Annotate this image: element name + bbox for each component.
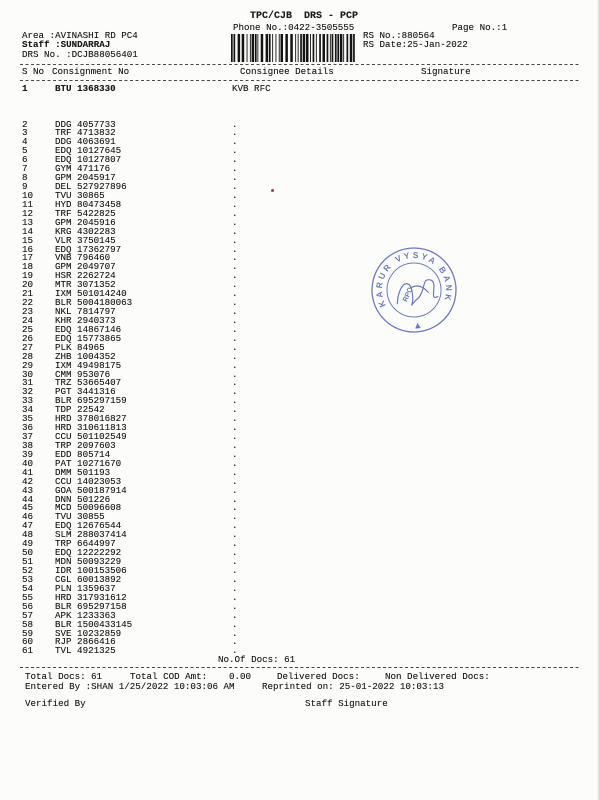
row-consignee-details: . [232,457,238,469]
row-consignee-details: . [232,448,238,460]
row-consignee-details: . [232,466,238,478]
barcode-bar [310,34,311,62]
document-title: TPC/CJB DRS - PCP [250,11,359,22]
reprinted-on [262,682,444,692]
row-consignment-number: MCD 50096608 [55,502,122,514]
divider-line [20,667,581,668]
row-consignment-number: PLK 84965 [55,341,105,353]
row-serial-number: 61 [22,645,34,657]
barcode-bar [347,34,349,62]
row-serial-number: 39 [22,448,34,460]
rs-date-value: 25-Jan-2022 [407,39,468,50]
row-serial-number: 2 [22,118,28,130]
row-consignment-number: EDQ 10127645 [55,145,122,157]
row-consignment-number: PAT 10271670 [55,457,122,469]
row-consignment-number: EDQ 12222292 [55,547,122,559]
phone-number [233,23,354,33]
row-consignee-details: . [232,591,238,603]
barcode-bar [350,34,353,62]
row-serial-number: 10 [22,189,34,201]
barcode-bar [313,34,315,62]
row-serial-number: 15 [22,234,34,246]
barcode-bar [340,34,343,62]
row-serial-number: 45 [22,502,34,514]
barcode-bar [343,34,344,62]
page-value: 1 [501,22,508,33]
barcode-bar [337,34,339,62]
row-serial-number: 22 [22,297,34,309]
barcode-bar [290,34,293,62]
row-serial-number: 7 [22,163,28,175]
total-docs-label: Total Docs: [25,671,86,682]
row-consignment-number: GPM 2045916 [55,216,116,228]
row-serial-number: 42 [22,475,34,487]
row-consignment-number: TRF 5422825 [55,207,116,219]
row-consignee-details: . [232,556,238,568]
row-serial-number: 23 [22,306,34,318]
row-consignee-details: . [232,368,238,380]
barcode-bar [285,34,288,62]
row-consignee-details: . [232,225,238,237]
barcode-bar [257,34,258,62]
row-consignment-number: EDQ 17362797 [55,243,122,255]
row-serial-number: 31 [22,377,34,389]
no-of-docs-value: 61 [284,654,296,665]
row-consignee-details: . [232,288,238,300]
stamp-inner-text: RPC [402,286,415,304]
row-serial-number: 4 [22,136,28,148]
entered-by [25,682,235,692]
row-consignee-details: . [232,538,238,550]
row-consignment-number: DNN 501226 [55,493,111,505]
row-serial-number: 59 [22,627,34,639]
barcode-bar [306,34,309,62]
row-consignee-details: . [232,297,238,309]
row-consignee-details: . [232,314,238,326]
row-serial-number: 24 [22,314,34,326]
row-consignee-details: . [232,627,238,639]
row-serial-number: 60 [22,636,34,648]
barcode-bar [323,34,326,62]
barcode-bar [231,34,233,62]
row-consignee-details: . [232,475,238,487]
row-consignee-details: . [232,547,238,559]
drs-value: DCJB88056401 [71,49,138,60]
row-serial-number: 50 [22,547,34,559]
row-serial-number: 13 [22,216,34,228]
row-consignment-number: KRG 4302283 [55,225,116,237]
row-consignee-details: . [232,511,238,523]
rs-date-label: RS Date: [363,39,408,50]
stamp-ring-textpath: KARUR VYSYA BANK [373,249,455,309]
row-serial-number: 54 [22,582,34,594]
page-label: Page No.: [452,22,502,33]
row-consignee-details: . [232,234,238,246]
row-consignee-details: . [232,520,238,532]
reprinted-label: Reprinted on: [262,681,334,692]
stamp-star-icon [416,324,420,328]
row-consignment-number: PLN 1359637 [55,582,116,594]
column-header-signature: Signature [421,66,471,77]
staff-value: SUNDARRAJ [60,39,111,50]
row-serial-number: 17 [22,252,34,264]
row-consignee-details: . [232,145,238,157]
row-consignment-number: CCU 14023053 [55,475,122,487]
row-consignee-details: . [232,493,238,505]
row-consignment-number: CCU 501102549 [55,431,127,443]
row-serial-number: 47 [22,520,34,532]
barcode-bar [269,34,271,62]
row-serial-number: 14 [22,225,34,237]
row-consignment-number: DDG 4063691 [55,136,116,148]
row-serial-number: 55 [22,591,34,603]
row-serial-number: 48 [22,529,34,541]
row-consignee-details: . [232,582,238,594]
row-consignment-number: TVL 4921325 [55,645,116,657]
row-consignee-details: KVB RFC [232,83,271,94]
area-value: AVINASHI RD PC4 [55,30,138,41]
row-consignment-number: TRF 4713832 [55,127,116,139]
barcode-bar [276,34,277,62]
row-consignment-number: DEL 527927896 [55,181,127,192]
row-consignment-number: EDD 805714 [55,448,111,460]
row-serial-number: 6 [22,154,28,166]
row-serial-number: 41 [22,466,34,478]
rs-date-field [363,40,468,50]
row-serial-number: 1 [22,83,28,94]
row-consignee-details: . [232,136,238,148]
row-serial-number: 36 [22,422,34,434]
barcode-bar [266,34,269,62]
barcode-bar [298,34,299,62]
reprinted-value: 25-01-2022 10:03:13 [339,681,444,692]
row-consignee-details: . [232,207,238,219]
barcode-bar [234,34,236,62]
row-consignment-number: SVE 10232859 [55,627,122,639]
row-consignee-details: . [232,350,238,362]
row-serial-number: 11 [22,198,34,210]
row-consignee-details: . [232,404,238,416]
row-consignment-number: TVU 30865 [55,189,105,201]
divider-line [20,80,581,81]
barcode-bar [250,34,251,62]
row-serial-number: 26 [22,332,34,344]
row-consignment-number: TRP 6644997 [55,538,116,550]
row-consignee-details: . [232,431,238,443]
row-consignee-details: . [232,529,238,541]
row-consignee-details: . [232,484,238,496]
row-consignee-details: . [232,243,238,255]
row-serial-number: 18 [22,261,34,273]
row-consignee-details: . [232,127,238,139]
row-serial-number: 12 [22,207,34,219]
row-consignment-number: HRD 378016827 [55,413,127,425]
barcode-bar [261,34,264,62]
row-consignee-details: . [232,118,238,130]
row-consignment-number: IXM 49498175 [55,359,122,371]
row-consignment-number: DDG 4057733 [55,118,116,130]
table-row [0,646,600,656]
entered-by-user: SHAN [91,681,114,692]
row-consignment-number: CMM 953076 [55,368,111,380]
verified-by-label: Verified By [25,698,86,709]
column-header-consignment: Consignment No [52,66,130,77]
row-consignee-details: . [232,332,238,344]
row-consignment-number: EDQ 10127807 [55,154,122,166]
no-of-docs-label: No.Of Docs: [218,654,279,665]
row-consignment-number: TRZ 53665407 [55,377,122,389]
row-consignee-details: . [232,600,238,612]
column-header-consignee: Consignee Details [240,66,334,77]
row-serial-number: 8 [22,172,28,184]
delivered-docs-label: Delivered Docs: [277,671,360,682]
row-consignee-details: . [232,618,238,630]
barcode-bar [247,34,248,62]
row-serial-number: 30 [22,368,34,380]
phone-value: 0422-3505555 [288,22,355,33]
row-consignee-details: . [232,341,238,353]
row-consignment-number: RJP 2866416 [55,636,116,648]
phone-label: Phone No.: [233,22,289,33]
row-serial-number: 28 [22,350,34,362]
row-consignee-details: . [232,609,238,621]
bank-stamp [366,242,462,338]
page-number [452,23,507,33]
rs-no-value: 880564 [401,30,435,41]
row-consignee-details: . [232,252,238,264]
signature-scribble [395,279,438,307]
row-consignment-number: BLR 5004180063 [55,297,133,309]
barcode-bar [272,34,273,62]
barcode-bar [335,34,337,62]
row-serial-number: 35 [22,413,34,425]
row-serial-number: 20 [22,279,34,291]
row-serial-number: 25 [22,323,34,335]
row-consignment-number: EDQ 15773865 [55,332,122,344]
staff-label: Staff : [22,39,61,50]
row-serial-number: 40 [22,457,34,469]
drs-number-field [22,50,138,60]
row-consignee-details: . [232,573,238,585]
divider-line [20,64,581,65]
row-consignment-number: GPM 2045917 [55,172,116,184]
row-serial-number: 51 [22,556,34,568]
row-consignment-number: TDP 22542 [55,404,105,416]
row-consignee-details: . [232,154,238,166]
row-serial-number: 32 [22,386,34,398]
row-consignee-details: . [232,323,238,335]
row-consignee-details: . [232,163,238,175]
barcode-bar [353,34,355,62]
entered-by-time: 1/25/2022 10:03:06 AM [118,681,235,692]
row-consignment-number: EDQ 14867146 [55,323,122,335]
row-consignee-details: . [232,216,238,228]
non-delivered-docs-label: Non Delivered Docs: [385,671,490,682]
row-serial-number: 16 [22,243,34,255]
row-consignment-number: EDQ 12676544 [55,520,122,532]
barcode [231,34,356,62]
barcode-bar [319,34,321,62]
row-consignment-number: DMM 501193 [55,466,111,478]
row-serial-number: 56 [22,600,34,612]
row-consignment-number: TVU 30855 [55,511,105,523]
drs-label: DRS No. : [22,49,72,60]
row-consignment-number: HRD 317931612 [55,591,127,603]
row-consignment-number: BTU 1368330 [55,83,116,94]
row-consignment-number: GPM 2049707 [55,261,116,273]
row-consignment-number: CGL 60013892 [55,573,122,585]
total-docs-value: 61 [91,671,103,682]
barcode-bar [327,34,329,62]
barcode-bar [295,34,296,62]
row-consignee-details: . [232,189,238,201]
row-consignment-number: BLR 695297158 [55,600,127,612]
row-serial-number: 33 [22,395,34,407]
row-consignment-number: IDR 100153506 [55,565,127,576]
row-serial-number: 3 [22,127,28,139]
row-serial-number: 37 [22,431,34,443]
row-serial-number: 27 [22,341,34,353]
row-consignee-details: . [232,565,238,576]
row-consignment-number: HRD 310611813 [55,422,127,434]
row-serial-number: 5 [22,145,28,157]
row-consignee-details: . [232,636,238,648]
row-consignment-number: GYM 471176 [55,163,111,175]
row-consignee-details: . [232,359,238,371]
row-serial-number: 21 [22,288,34,300]
row-consignee-details: . [232,306,238,318]
cod-label: Total COD Amt: [130,671,208,682]
row-consignee-details: . [232,377,238,389]
row-serial-number: 34 [22,404,34,416]
row-serial-number: 52 [22,565,34,576]
row-consignment-number: GOA 500187914 [55,484,127,496]
row-consignment-number: APK 1233363 [55,609,116,621]
row-consignee-details: . [232,395,238,407]
row-consignee-details: . [232,439,238,451]
area-label: Area : [22,30,56,41]
row-serial-number: 58 [22,618,34,630]
staff-signature-label: Staff Signature [305,698,388,709]
row-consignment-number: HSR 2262724 [55,270,116,282]
row-consignment-number: BLR 1500433145 [55,618,133,630]
row-serial-number: 43 [22,484,34,496]
entered-by-label: Entered By : [25,681,92,692]
row-consignee-details: . [232,172,238,184]
row-consignee-details: . [232,181,238,192]
row-consignment-number: SLM 288037414 [55,529,127,541]
row-serial-number: 29 [22,359,34,371]
no-of-docs [218,655,295,665]
row-consignment-number: NKL 7814797 [55,306,116,318]
barcode-bar [242,34,245,62]
barcode-bar [279,34,280,62]
row-consignee-details: . [232,502,238,514]
row-consignment-number: PGT 3441316 [55,386,116,398]
row-consignment-number: VNB 796460 [55,252,111,264]
row-consignee-details: . [232,261,238,273]
row-serial-number: 19 [22,270,34,282]
row-serial-number: 57 [22,609,34,621]
row-consignee-details: . [232,198,238,210]
row-consignee-details: . [232,645,238,657]
row-consignment-number: VLR 3750145 [55,234,116,246]
row-serial-number: 53 [22,573,34,585]
barcode-bar [281,34,284,62]
row-consignee-details: . [232,270,238,282]
row-serial-number: 44 [22,493,34,505]
barcode-bar [303,34,306,62]
row-serial-number: 49 [22,538,34,550]
row-consignee-details: . [232,279,238,291]
barcode-bar [300,34,302,62]
row-consignee-details: . [232,422,238,434]
barcode-bar [252,34,255,62]
barcode-bar [316,34,317,62]
row-consignee-details: . [232,413,238,425]
row-consignee-details: . [232,386,238,398]
column-header-sno: S No [22,66,45,77]
row-consignment-number: HYD 80473458 [55,198,122,210]
row-serial-number: 46 [22,511,34,523]
barcode-bar [332,34,334,62]
barcode-bar [238,34,241,62]
row-consignment-number: IXM 501014240 [55,288,127,300]
row-consignment-number: BLR 695297159 [55,395,127,407]
row-consignment-number: MTR 3071352 [55,279,116,291]
barcode-bar [255,34,257,62]
row-consignment-number: ZHB 1004352 [55,350,116,362]
cod-value: 0.00 [229,671,252,682]
row-consignment-number: TRP 2097603 [55,439,116,451]
table-row [0,84,600,94]
row-serial-number: 38 [22,439,34,451]
row-consignment-number: MDN 50093229 [55,556,122,568]
rs-no-label: RS No.: [363,30,402,41]
barcode-bar [330,34,331,62]
row-serial-number: 9 [22,181,28,192]
row-consignment-number: KHR 2940373 [55,314,116,326]
stray-ink-mark [271,189,274,192]
